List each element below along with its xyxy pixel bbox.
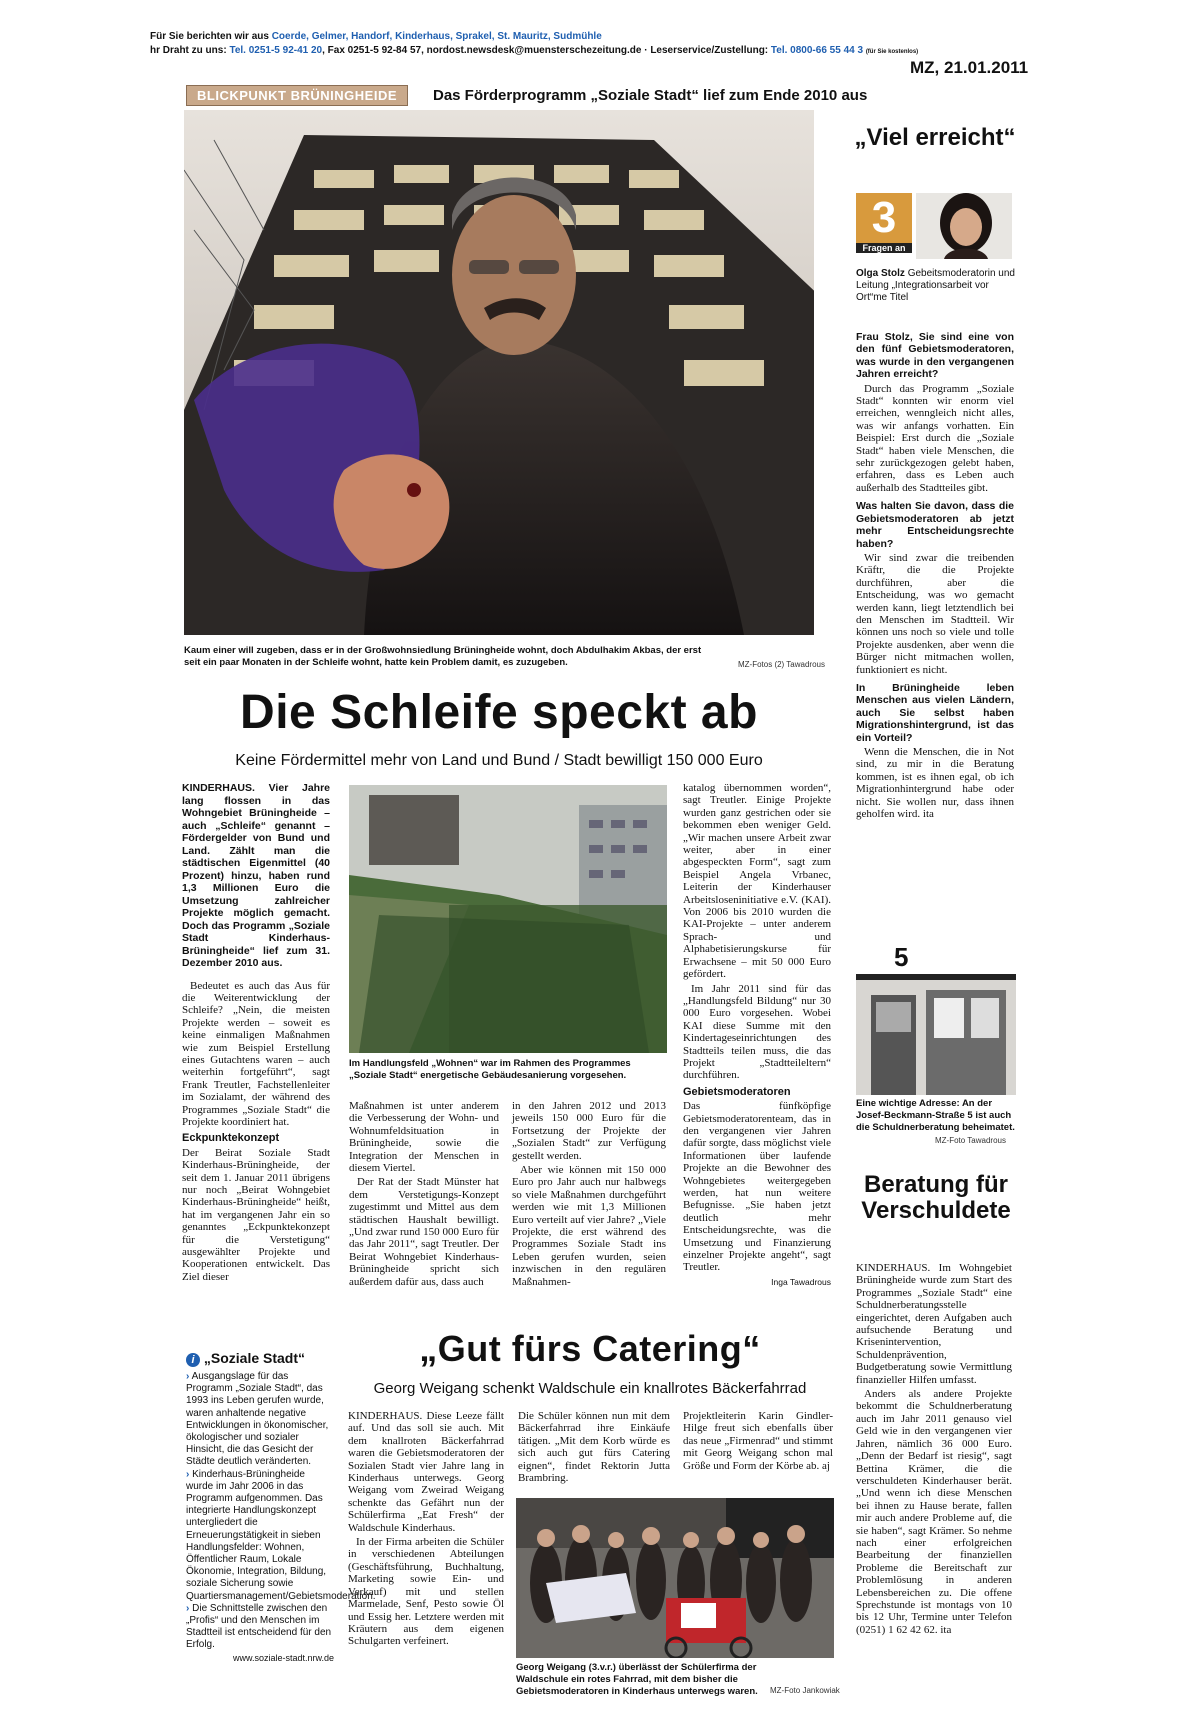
article-1-paragraph: in den Jahren 2012 und 2013 jeweils 150 000 Euro für die Fortsetzung der Projekte der „Sozialen Stadt“ zur Verfügung gestellt werden.: [512, 1100, 666, 1162]
article-1-column-3: [512, 1100, 666, 1290]
debt-counseling-body: [856, 1262, 1012, 1638]
person-name: Olga Stolz: [856, 268, 905, 279]
article-1-paragraph: Im Jahr 2011 sind für das „Handlungsfeld Bildung“ nur 30 000 Euro vorgesehen. Wobei KAI diese Summe mit den Kindertageseinrichtungen des Stadtteils teilen muss, die das Projekt „Stadtteileltern“ durchführen.: [683, 982, 831, 1082]
header-line-1: Für Sie berichten wir aus Coerde, Gelmer, Handorf, Kinderhaus, Sprakel, St. Mauritz, Sudmühle: [150, 31, 602, 42]
article-2-paragraph: Projektleiterin Karin Gindler-Hilge freut sich ebenfalls über das neue „Firmenrad“ und stimmt mit Georg Weigang schon mal Größe und Form der Körbe ab. aj: [683, 1410, 833, 1472]
header-line-2: hr Draht zu uns: Tel. 0251-5 92-41 20, Fax 0251-5 92-84 57, nordost.newsdesk@muensterschezeitung.de · Leserservice/Zustellung: Tel. 0800-66 55 44 3 (für Sie kostenlos): [150, 45, 919, 56]
article-1-paragraph: Bedeutet es auch das Aus für die Weiterentwicklung der Schleife? „Nein, die meisten Projekte werden – soweit es keine einmaligen Maßnahmen wie zum Beispiel Erstellung eines Gutachtens waren – auch weiterhin fortgeführt“, sagt Frank Treutler, Fachstellenleiter im Sozialamt, der während des Programmes „Soziale Stadt“ die Projekte koordiniert hat.: [182, 979, 330, 1128]
article-1-column-1: [182, 782, 330, 1285]
interview-question: Was halten Sie davon, dass die Gebietsmoderatoren ab jetzt mehr Entscheidungsrechte haben?: [856, 500, 1014, 550]
interview-answer: Wir sind zwar die treibenden Kräftr, die die Projekte durchführen, aber die Entscheidung, was wo gemacht werden kann, liegt letztendlich bei den Menschen im Stadtteil. Wir können uns noch so viele und tolle Projekte ausdenken, aber wenn die Bürger nicht mitmachen wollen, funktioniert es nicht.: [856, 551, 1014, 676]
portrait-photo: [916, 193, 1012, 259]
interview-question: Frau Stolz, Sie sind eine von den fünf Gebietsmoderatoren, was wurde in den vergangenen Jahren erreicht?: [856, 331, 1014, 381]
article-2-paragraph: In der Firma arbeiten die Schüler in verschiedenen Abteilungen (Geschäftsführung, Buchhaltung, Marketing sowie Ein- und Verkauf) mit und stellen Marmelade, Senf, Pesto sowie Öl und Essig her. Letztere werden mit Kräutern aus dem eigenen Schulgarten verfeinert.: [348, 1536, 504, 1648]
interview-headline: „Viel erreicht“: [854, 124, 1016, 151]
interview-body: [856, 325, 1014, 822]
article-1-subheading: Gebietsmoderatoren: [683, 1085, 791, 1098]
article-1-lead: KINDERHAUS. Vier Jahre lang flossen in das Wohngebiet Brüningheide – auch „Schleife“ genannt – Fördergelder von Bund und Land. Zählt man die städtischen Eigenmittel (40 Prozent) hinzu, haben rund 1,3 Millionen Euro die Umsetzung zahlreicher Projekte möglich gemacht. Doch das Programm „Soziale Stadt Kinderhaus-Brüningheide“ lief zum 31. Dezember 2010 aus.: [182, 782, 330, 969]
article-2-paragraph: Die Schüler können nun mit dem Bäckerfahrrad ihre Einkäufe tätigen. „Mit dem Korb würde es sich auch gut fürs Catering eignen“, findet Rektorin Jutta Brambring.: [518, 1410, 670, 1485]
renovation-photo: [349, 785, 667, 1053]
topic-title: Das Förderprogramm „Soziale Stadt“ lief zum Ende 2010 aus: [433, 87, 868, 104]
article-1-subheading: Eckpunktekonzept: [182, 1132, 280, 1145]
badge-number: 3: [856, 193, 912, 243]
topic-label: BLICKPUNKT BRÜNINGHEIDE: [186, 85, 408, 106]
door-number: 5: [894, 942, 909, 972]
interview-question: In Brüningheide leben Menschen aus vielen Ländern, auch Sie selbst haben Migrationshintergrund, ist das ein Vorteil?: [856, 681, 1014, 744]
header-places: Coerde, Gelmer, Handorf, Kinderhaus, Sprakel, St. Mauritz, Sudmühle: [271, 31, 602, 42]
info-box-bullet: › Kinderhaus-Brüningheide wurde im Jahr 2006 in das Programm aufgenommen. Das integrierte Handlungskonzept untergliedert die Erneuerungstätigkeit in sieben Handlungsfelder: Wohnen, Öffentlicher Raum, Lokale Ökonomie, Integration, Bildung, soziale Sicherung sowie Quartiersmanagement/Gebietsmoderation.: [186, 1468, 376, 1602]
article-1-paragraph: Der Rat der Stadt Münster hat dem Verstetigungs-Konzept zugestimmt und Mittel aus dem städtischen Haushalt bewilligt. „Und zwar rund 150 000 Euro für das Jahr 2011“, sagt Treutler. Der Beirat Wohngebiet Kinderhaus-Brüningheide spricht sich außerdem dafür aus, dass auch: [349, 1176, 499, 1288]
bike-photo-credit: MZ-Foto Jankowiak: [770, 1686, 840, 1695]
article-1-paragraph: Das fünfköpfige Gebietsmoderatorenteam, das in den vergangenen vier Jahren dafür sorgte, dass möglichst viele Informationen über laufende Projekte an die Bewohner des Wohngebietes weitergegeben werden, hat nun weitere Befugnisse. „Sie haben jetzt deutlich mehr Entscheidungsrechte, was die Umsetzung und Finanzierung einzelner Projekte angeht“, sagt Treutler.: [683, 1100, 831, 1274]
debt-counseling-paragraph: Anders als andere Projekte bekommt die Schuldnerberatung auch im Jahr 2011 genauso viel Geld wie in den vergangenen vier Jahren, nämlich 36 000 Euro. „Denn der Bedarf ist riesig“, sagt Bettina Krämer, die die verschuldeten Kinderhauser berät. „Und wenn ich diese Menschen bei ihnen zu Hause berate, fallen mir auch andere Probleme auf, die sie haben“, sagt Krämer. So nehme nach einer erfolgreichen Bearbeitung der finanziellen Probleme die Bereitschaft zur Problemlösung in anderen Lebensbereichen zu. Die offene Sprechstunde ist montags von 10 bis 12 Uhr, Termine unter Telefon (0251) 1 62 42 62. ita: [856, 1388, 1012, 1636]
article-2-column-2: [518, 1410, 670, 1486]
info-box-title: i „Soziale Stadt“: [186, 1352, 334, 1367]
article-2-headline: „Gut fürs Catering“: [419, 1328, 761, 1369]
main-photo-caption: Kaum einer will zugeben, dass er in der Großwohnsiedlung Brüningheide wohnt, doch Abdulhakim Akbas, der erst seit ein paar Monaten in der Schleife wohnt, hatte kein Problem damit, es zuzugeben.: [184, 645, 702, 668]
article-1-headline: Die Schleife speckt ab: [240, 686, 758, 739]
bike-photo-caption: Georg Weigang (3.v.r.) überlässt der Schülerfirma der Waldschule ein rotes Fahrrad, mit dem bisher die Gebietsmoderatoren in Kinderhaus unterwegs waren.: [516, 1662, 758, 1697]
door-photo: [856, 940, 1016, 1095]
door-photo-caption: Eine wichtige Adresse: An der Josef-Beckmann-Straße 5 ist auch die Schuldnerberatung beheimatet.: [856, 1098, 1015, 1133]
article-1-paragraph: katalog übernommen worden“, sagt Treutler. Einige Projekte wurden ganz gestrichen oder sie bekommen eben weniger Geld. „Wir machen unsere Arbeit zwar weiter, aber in einer abgespeckten Form“, sagt zum Beispiel Angela Vrbanec, Leiterin der Kinderhauser Arbeitsloseninitiative e.V. (KAI). Von 2006 bis 2010 wurden die KAI-Projekte – unter anderem Sprach- und Alphabetisierungskurse für Erwachsene – mit 50 000 Euro gefördert.: [683, 782, 831, 981]
info-box-url: www.soziale-stadt.nrw.de: [232, 1652, 334, 1663]
article-1-author: Inga Tawadrous: [771, 1276, 831, 1287]
person-description: Gebeitsmoderatorin und Leitung „Integrationsarbeit vor Ort“me Titel: [856, 268, 1015, 304]
renovation-photo-caption: Im Handlungsfeld „Wohnen“ war im Rahmen des Programmes „Soziale Stadt“ energetische Gebäudesanierung vorgesehen.: [349, 1058, 631, 1081]
interview-answer: Durch das Programm „Soziale Stadt“ konnten wir enorm viel erreichen, wenngleich nicht alles, was wir anfangs vorhatten. Ein Beispiel: Erst durch die „Soziale Stadt“ haben viele Menschen, die sehr zurückgezogen gelebt haben, erfahren, dass es Leben auch außerhalb des Stadtteiles gibt.: [856, 382, 1014, 494]
article-2-column-1: [348, 1410, 504, 1650]
info-icon: i: [186, 1353, 200, 1367]
info-box-bullet: › Ausgangslage für das Programm „Soziale Stadt“, das 1993 ins Leben gerufen wurde, waren anhaltende negative Entwicklungen in ökonomischer, ökologischer und sozialer Hinsicht, die das Gesicht der Städte deutlich veränderten.: [186, 1371, 329, 1468]
info-box-bullet: › Die Schnittstelle zwischen den „Profis“ und den Menschen im Stadtteil ist entscheidend für den Erfolg.: [186, 1602, 332, 1651]
article-1-column-4: [683, 782, 831, 1288]
main-photo: [184, 110, 814, 635]
article-2-column-3: [683, 1410, 833, 1474]
door-photo-credit: MZ-Foto Tawadrous: [935, 1136, 1006, 1145]
badge-label: Fragen an: [856, 243, 912, 253]
article-1-paragraph: Der Beirat Soziale Stadt Kinderhaus-Brüningheide, der seit dem 1. Januar 2011 übrigens nur noch „Beirat Wohngebiet Kinderhaus-Brüningheide“ heißt, hat im vergangenen Jahr ein so genanntes „Eckpunktekonzept für die Verstetigung“ ausgewählter Projekte und Kooperationen entwickelt. Das Ziel dieser: [182, 1146, 330, 1283]
article-2-paragraph: KINDERHAUS. Diese Leeze fällt auf. Und das soll sie auch. Mit dem knallroten Bäckerfahrrad waren die Gebietsmoderatoren der Sozialen Stadt vier Jahre lang in Kinderhaus unterwegs. Georg Weigang vom Zweirad Weigang schenkte das Gefährt nun der Schülerfirma „Eat Fresh“ der Waldschule Kinderhaus.: [348, 1410, 504, 1534]
article-1-paragraph: Maßnahmen ist unter anderem die Verbesserung der Wohn- und Wohnumfeldsituation in Brüningheide, sowie die Integration der Menschen in diesem Viertel.: [349, 1100, 499, 1175]
article-1-subhead: Keine Fördermittel mehr von Land und Bund / Stadt bewilligt 150 000 Euro: [235, 752, 763, 769]
issue-date: MZ, 21.01.2011: [910, 58, 1029, 77]
three-questions-badge: [856, 193, 912, 253]
article-2-subhead: Georg Weigang schenkt Waldschule ein knallrotes Bäckerfahrrad: [373, 1380, 807, 1397]
interview-answer: Wenn die Menschen, die in Not sind, zu mir in die Beratung kommen, ist es ihnen egal, ob ich Migrationhintergrund habe oder nicht. Sie wollen nur, dass ihnen geholfen wird. ita: [856, 746, 1014, 821]
debt-counseling-paragraph: KINDERHAUS. Im Wohngebiet Brüningheide wurde zum Start des Programmes „Soziale Stadt“ eine Schuldnerberatungsstelle eingerichtet, deren Aufgaben auch aufsuchende Beratung und Krisenintervention, Schuldenprävention, Budgetberatung sowie Vermittlung finanzieller Hilfen umfasst.: [856, 1262, 1012, 1386]
article-1-paragraph: Aber wie können mit 150 000 Euro pro Jahr auch nur halbwegs so viele Maßnahmen durchgeführt werden wie mit 1,3 Millionen Euro verteilt auf vier Jahre? „Viele Projekte, die erst während des Programmes Soziale Stadt ins Leben gerufen wurden, seien inzwischen in den regulären Maßnahmen-: [512, 1164, 666, 1288]
bike-photo: [516, 1498, 834, 1658]
article-1-column-2: [349, 1100, 499, 1290]
info-box: [186, 1350, 376, 1664]
main-photo-credit: MZ-Fotos (2) Tawadrous: [738, 660, 825, 669]
interview-person: [856, 268, 1016, 305]
debt-counseling-headline: Beratung für Verschuldete: [861, 1171, 1011, 1224]
